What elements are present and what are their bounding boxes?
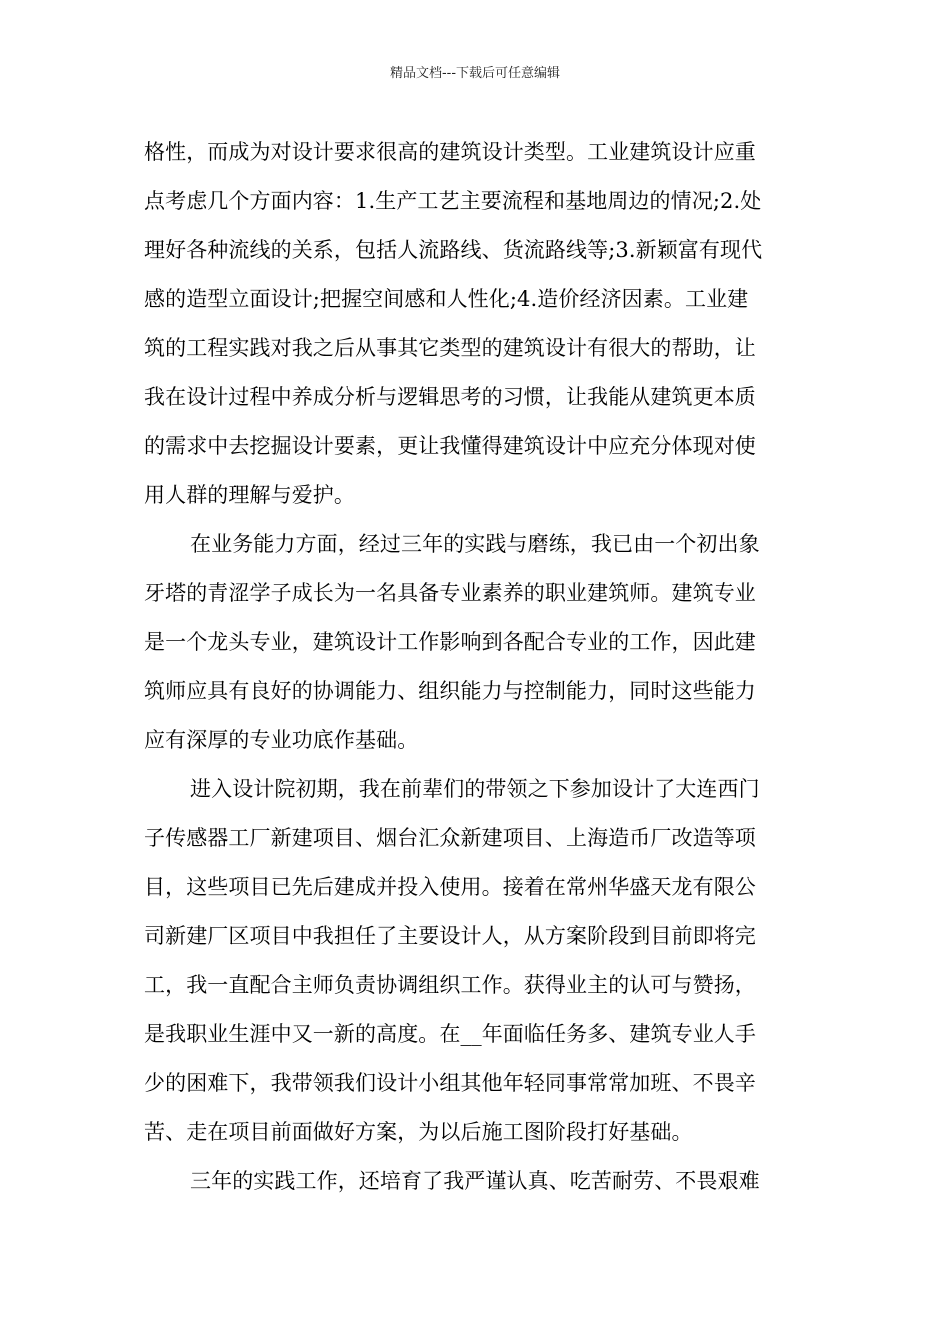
text-line: 是一个龙头专业，建筑设计工作影响到各配合专业的工作，因此建 (144, 630, 756, 654)
paragraph (144, 520, 808, 765)
text-line: 我在设计过程中养成分析与逻辑思考的习惯，让我能从建筑更本质 (144, 385, 756, 409)
text-line: 用人群的理解与爱护。 (144, 483, 355, 507)
text-line: 理好各种流线的关系，包括人流路线、货流路线等;3.新颖富有现代 (144, 238, 763, 262)
text-line: 少的困难下，我带领我们设计小组其他年轻同事常常加班、不畏辛 (144, 1071, 756, 1095)
text-line: 子传感器工厂新建项目、烟台汇众新建项目、上海造币厂改造等项 (144, 826, 756, 850)
text-line: 苦、走在项目前面做好方案，为以后施工图阶段打好基础。 (144, 1120, 693, 1144)
text-line: 的需求中去挖掘设计要素，更让我懂得建筑设计中应充分体现对使 (144, 434, 756, 458)
paragraph (144, 128, 808, 520)
text-line: 在业务能力方面，经过三年的实践与磨练，我已由一个初出象 (190, 532, 760, 556)
page-header: 精品文档---下载后可任意编辑 (389, 66, 561, 81)
text-line: 点考虑几个方面内容：1.生产工艺主要流程和基地周边的情况;2.处 (144, 189, 762, 213)
text-line: 工，我一直配合主师负责协调组织工作。获得业主的认可与赞扬， (144, 973, 756, 997)
text-line: 筑师应具有良好的协调能力、组织能力与控制能力，同时这些能力 (144, 679, 756, 703)
paragraph (144, 765, 808, 1157)
text-line: 筑的工程实践对我之后从事其它类型的建筑设计有很大的帮助，让 (144, 336, 756, 360)
text-line: 感的造型立面设计;把握空间感和人性化;4.造价经济因素。工业建 (144, 287, 749, 311)
text-line: 格性，而成为对设计要求很高的建筑设计类型。工业建筑设计应重 (144, 140, 756, 164)
text-line: 三年的实践工作，还培育了我严谨认真、吃苦耐劳、不畏艰难 (190, 1169, 760, 1193)
paragraph (144, 1157, 808, 1206)
text-line: 目，这些项目已先后建成并投入使用。接着在常州华盛天龙有限公 (144, 875, 756, 899)
text-line: 牙塔的青涩学子成长为一名具备专业素养的职业建筑师。建筑专业 (144, 581, 756, 605)
text-line: 应有深厚的专业功底作基础。 (144, 728, 419, 752)
text-line: 是我职业生涯中又一新的高度。在__年面临任务多、建筑专业人手 (144, 1022, 756, 1046)
text-line: 司新建厂区项目中我担任了主要设计人，从方案阶段到目前即将完 (144, 924, 756, 948)
text-line: 进入设计院初期，我在前辈们的带领之下参加设计了大连西门 (190, 777, 760, 801)
document-body (144, 128, 808, 1206)
